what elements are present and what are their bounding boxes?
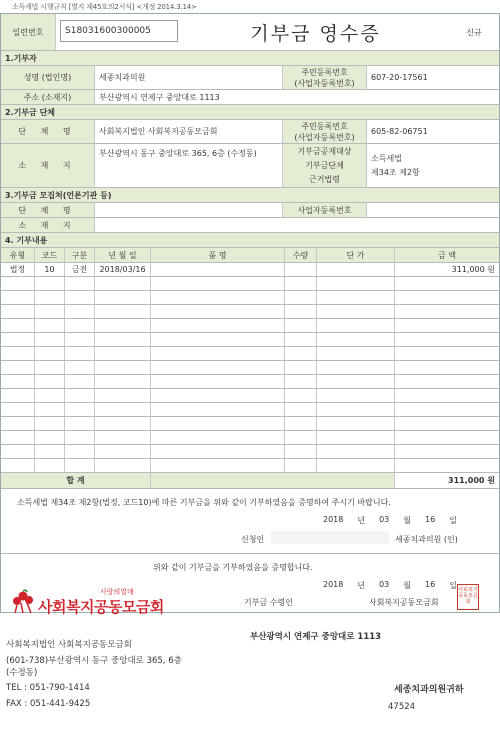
table-row xyxy=(1,347,499,361)
cell-item xyxy=(151,277,285,290)
org-id-value: 605-82-06751 xyxy=(371,127,428,136)
cell-type xyxy=(1,347,35,360)
cell-date: 2018/03/16 xyxy=(95,263,151,276)
details-rows xyxy=(1,263,499,473)
cell-amount xyxy=(395,389,499,402)
org-basis-label-line1: 기부금공제대상 xyxy=(297,146,352,156)
cell-code xyxy=(35,333,65,346)
donor-name-label: 성명 (법인명) xyxy=(1,66,95,89)
cell-category xyxy=(65,375,95,388)
cell-type xyxy=(1,277,35,290)
cell-amount xyxy=(395,403,499,416)
cell-quantity xyxy=(285,389,317,402)
table-row xyxy=(1,319,499,333)
cell-item xyxy=(151,305,285,318)
org-basis-line2: 제34조 제2항 xyxy=(371,167,420,177)
table-row xyxy=(1,263,499,277)
status-badge: 신규 xyxy=(466,27,482,37)
org-id-label-line2: (사업자등록번호) xyxy=(294,132,355,142)
cell-amount xyxy=(395,319,499,332)
cell-amount: 311,000 원 xyxy=(451,265,495,274)
table-row xyxy=(1,403,499,417)
footer-fax: FAX : 051-441-9425 xyxy=(6,699,91,709)
request-day: 16 xyxy=(425,515,436,524)
cell-amount xyxy=(395,277,499,290)
request-date xyxy=(323,515,457,526)
table-row xyxy=(1,375,499,389)
request-year: 2018 xyxy=(323,515,344,524)
cell-amount xyxy=(395,417,499,430)
cell-item xyxy=(151,445,285,458)
section-details: 4. 기부내용 xyxy=(1,233,499,247)
footer xyxy=(0,585,500,730)
col-quantity: 수량 xyxy=(285,248,317,262)
cell-code xyxy=(35,375,65,388)
cell-code xyxy=(35,431,65,444)
cell-item xyxy=(151,291,285,304)
cell-date xyxy=(95,305,151,318)
certify-year-unit: 년 xyxy=(357,581,366,590)
cell-item xyxy=(151,375,285,388)
cell-item xyxy=(151,361,285,374)
cell-type xyxy=(1,459,35,472)
campaign-bizno xyxy=(367,203,499,217)
table-row xyxy=(1,459,499,473)
cell-unit-price xyxy=(317,417,395,430)
cell-category xyxy=(65,291,95,304)
campaign-address xyxy=(95,218,499,232)
cell-quantity xyxy=(285,445,317,458)
org-id-label-line1: 주민등록번호 xyxy=(301,121,348,131)
org-basis xyxy=(367,144,499,187)
cell-code xyxy=(35,417,65,430)
cell-category xyxy=(65,333,95,346)
org-basis-label-line2: 기부금단체 xyxy=(305,160,344,170)
request-year-unit: 년 xyxy=(357,516,366,525)
donor-name: 세종치과의원 xyxy=(95,66,283,89)
cell-date xyxy=(95,445,151,458)
cell-category: 금전 xyxy=(65,263,95,276)
cell-date xyxy=(95,319,151,332)
campaign-name-label: 단 체 명 xyxy=(1,203,95,217)
cell-unit-price xyxy=(317,445,395,458)
cell-quantity xyxy=(285,417,317,430)
cell-code: 10 xyxy=(35,263,65,276)
cell-item xyxy=(151,263,285,276)
cell-amount xyxy=(395,347,499,360)
serial-label: 일련번호 xyxy=(1,14,56,50)
cell-unit-price xyxy=(317,305,395,318)
request-text: 소득세법 제34조 제2항(법정, 코드10)에 따른 기부금을 위와 같이 기부하였음을 증명하여 주시기 바랍니다. xyxy=(17,498,391,507)
table-row xyxy=(1,333,499,347)
cell-category xyxy=(65,445,95,458)
cell-quantity xyxy=(285,347,317,360)
cell-unit-price xyxy=(317,319,395,332)
cell-quantity xyxy=(285,375,317,388)
table-row xyxy=(1,291,499,305)
cell-code xyxy=(35,319,65,332)
cell-quantity xyxy=(285,277,317,290)
cell-category xyxy=(65,347,95,360)
org-name: 사회복지법인 사회복지공동모금회 xyxy=(95,120,283,143)
cell-amount xyxy=(395,333,499,346)
total-amount: 311,000 원 xyxy=(448,476,495,485)
cell-item xyxy=(151,389,285,402)
cell-type xyxy=(1,403,35,416)
total-label: 합 계 xyxy=(1,473,151,488)
receipt-header xyxy=(1,14,499,51)
postal-code: 47524 xyxy=(388,702,416,712)
cell-item xyxy=(151,333,285,346)
cell-code xyxy=(35,403,65,416)
cell-category xyxy=(65,403,95,416)
col-date: 년 월 일 xyxy=(95,248,151,262)
cell-category xyxy=(65,305,95,318)
org-basis-label xyxy=(283,144,367,187)
cell-quantity xyxy=(285,333,317,346)
cell-date xyxy=(95,361,151,374)
cell-type xyxy=(1,375,35,388)
recipient-address: 부산광역시 연제구 중앙대로 1113 xyxy=(250,632,382,642)
table-row xyxy=(1,445,499,459)
cell-code xyxy=(35,389,65,402)
cell-unit-price xyxy=(317,459,395,472)
receiver-name: 사회복지공동모금회 xyxy=(369,598,439,607)
cell-code xyxy=(35,277,65,290)
cell-item xyxy=(151,431,285,444)
cell-category xyxy=(65,417,95,430)
cell-type xyxy=(1,445,35,458)
cell-code xyxy=(35,445,65,458)
logo-name: 사회복지공동모금회 xyxy=(38,598,164,616)
org-address: 부산광역시 동구 중앙대로 365, 6층 (수정동) xyxy=(95,144,283,187)
cell-category xyxy=(65,431,95,444)
cell-date xyxy=(95,333,151,346)
cell-category xyxy=(65,277,95,290)
col-amount: 금 액 xyxy=(395,248,499,262)
cell-type xyxy=(1,333,35,346)
receiver-label: 기부금 수령인 xyxy=(244,598,293,607)
section-donor: 1.기부자 xyxy=(1,51,499,65)
donor-id-label-line1: 주민등록번호 xyxy=(301,67,348,77)
footer-tel: TEL : 051-790-1414 xyxy=(6,683,90,693)
applicant-label: 신청인 xyxy=(241,535,265,544)
cell-category xyxy=(65,361,95,374)
cell-category xyxy=(65,389,95,402)
donor-address-label: 주소 (소재지) xyxy=(1,90,95,104)
cell-quantity xyxy=(285,403,317,416)
cell-quantity xyxy=(285,361,317,374)
section-campaign: 3.기부금 모집처(언론기관 등) xyxy=(1,188,499,202)
cell-amount xyxy=(395,459,499,472)
campaign-row-2 xyxy=(1,218,499,233)
cell-type xyxy=(1,431,35,444)
cell-unit-price xyxy=(317,375,395,388)
org-row-1 xyxy=(1,120,499,144)
org-basis-line1: 소득세법 xyxy=(371,153,402,163)
col-code: 코드 xyxy=(35,248,65,262)
org-address-label: 소 재 지 xyxy=(1,144,95,187)
table-row xyxy=(1,361,499,375)
donor-id-value: 607-20-17561 xyxy=(371,73,428,82)
donor-address: 부산광역시 연제구 중앙대로 1113 xyxy=(99,92,220,102)
cell-item xyxy=(151,319,285,332)
certify-day-unit: 일 xyxy=(449,581,457,590)
cell-unit-price xyxy=(317,263,395,276)
cell-amount xyxy=(395,375,499,388)
campaign-name xyxy=(95,203,283,217)
cell-unit-price xyxy=(317,431,395,444)
cell-quantity xyxy=(285,319,317,332)
certify-day: 16 xyxy=(425,580,436,589)
form-reference: 소득세법 시행규칙 [별지 제45호의2서식] <개정 2014.3.14> xyxy=(12,3,197,11)
org-name-label: 단 체 명 xyxy=(1,120,95,143)
serial-number: S18031600300005 xyxy=(60,20,178,42)
cell-unit-price xyxy=(317,277,395,290)
cell-unit-price xyxy=(317,291,395,304)
org-row-2 xyxy=(1,144,499,188)
cell-amount xyxy=(395,431,499,444)
cell-code xyxy=(35,305,65,318)
recipient-name: 세종치과의원귀하 xyxy=(394,685,464,695)
cell-unit-price xyxy=(317,347,395,360)
seal-stamp: 사회복지공동모금회 xyxy=(457,584,479,610)
table-row xyxy=(1,417,499,431)
page-title: 기부금 영수증 xyxy=(250,22,381,45)
cell-amount xyxy=(395,445,499,458)
cell-type xyxy=(1,417,35,430)
cell-date xyxy=(95,291,151,304)
cell-date xyxy=(95,389,151,402)
cell-type xyxy=(1,361,35,374)
cell-code xyxy=(35,291,65,304)
total-spacer xyxy=(151,473,395,488)
cell-category xyxy=(65,459,95,472)
cell-quantity xyxy=(285,305,317,318)
applicant-blank xyxy=(271,531,389,544)
cell-quantity xyxy=(285,263,317,276)
cell-date xyxy=(95,375,151,388)
col-item: 품 명 xyxy=(151,248,285,262)
table-row xyxy=(1,277,499,291)
cell-type xyxy=(1,291,35,304)
org-id-label xyxy=(283,120,367,143)
cell-unit-price xyxy=(317,333,395,346)
total-row xyxy=(1,473,499,489)
request-day-unit: 일 xyxy=(449,516,457,525)
certify-text: 위와 같이 기부금을 기부하였음을 증명합니다. xyxy=(153,563,313,572)
cell-code xyxy=(35,361,65,374)
cell-date xyxy=(95,277,151,290)
cell-quantity xyxy=(285,291,317,304)
request-month: 03 xyxy=(379,515,390,524)
cell-date xyxy=(95,403,151,416)
applicant-name: 세종치과의원 (인) xyxy=(395,535,458,544)
cell-quantity xyxy=(285,431,317,444)
campaign-row-1 xyxy=(1,203,499,218)
cell-category xyxy=(65,319,95,332)
org-basis-label-line3: 근거법령 xyxy=(309,174,340,184)
table-row xyxy=(1,431,499,445)
footer-org-address-2: (수정동) xyxy=(6,668,38,678)
donor-id-label-line2: (사업자등록번호) xyxy=(294,78,355,88)
request-block xyxy=(1,489,499,554)
cell-date xyxy=(95,459,151,472)
cell-amount xyxy=(395,291,499,304)
cell-code xyxy=(35,459,65,472)
footer-org-address-1: (601-738)부산광역시 동구 중앙대로 365, 6층 xyxy=(6,656,182,666)
cell-item xyxy=(151,459,285,472)
cell-date xyxy=(95,347,151,360)
donor-row-1 xyxy=(1,66,499,90)
cell-unit-price xyxy=(317,403,395,416)
cell-type: 법정 xyxy=(1,263,35,276)
campaign-bizno-label: 사업자등록번호 xyxy=(283,203,367,217)
certify-year: 2018 xyxy=(323,580,344,589)
cell-unit-price xyxy=(317,389,395,402)
cell-date xyxy=(95,417,151,430)
footer-org-line: 사회복지법인 사회복지공동모금회 xyxy=(6,640,132,650)
details-header-row xyxy=(1,248,499,263)
donation-receipt-form xyxy=(0,13,500,613)
table-row xyxy=(1,305,499,319)
section-organization: 2.기부금 단체 xyxy=(1,105,499,119)
cell-unit-price xyxy=(317,361,395,374)
cell-amount xyxy=(395,305,499,318)
logo-slogan: 사랑의열매 xyxy=(100,588,134,596)
cell-quantity xyxy=(285,459,317,472)
cell-date xyxy=(95,431,151,444)
campaign-address-label: 소 재 지 xyxy=(1,218,95,232)
certify-month: 03 xyxy=(379,580,390,589)
cell-type xyxy=(1,389,35,402)
cell-item xyxy=(151,347,285,360)
certify-month-unit: 월 xyxy=(403,581,412,590)
donor-id-label xyxy=(283,66,367,89)
cell-item xyxy=(151,417,285,430)
fruit-logo-icon xyxy=(11,589,35,615)
cell-type xyxy=(1,319,35,332)
col-unit-price: 단 가 xyxy=(317,248,395,262)
cell-amount xyxy=(395,361,499,374)
col-category: 구분 xyxy=(65,248,95,262)
cell-code xyxy=(35,347,65,360)
table-row xyxy=(1,389,499,403)
col-type: 유형 xyxy=(1,248,35,262)
request-month-unit: 월 xyxy=(403,516,412,525)
donor-row-2 xyxy=(1,90,499,105)
cell-type xyxy=(1,305,35,318)
cell-item xyxy=(151,403,285,416)
